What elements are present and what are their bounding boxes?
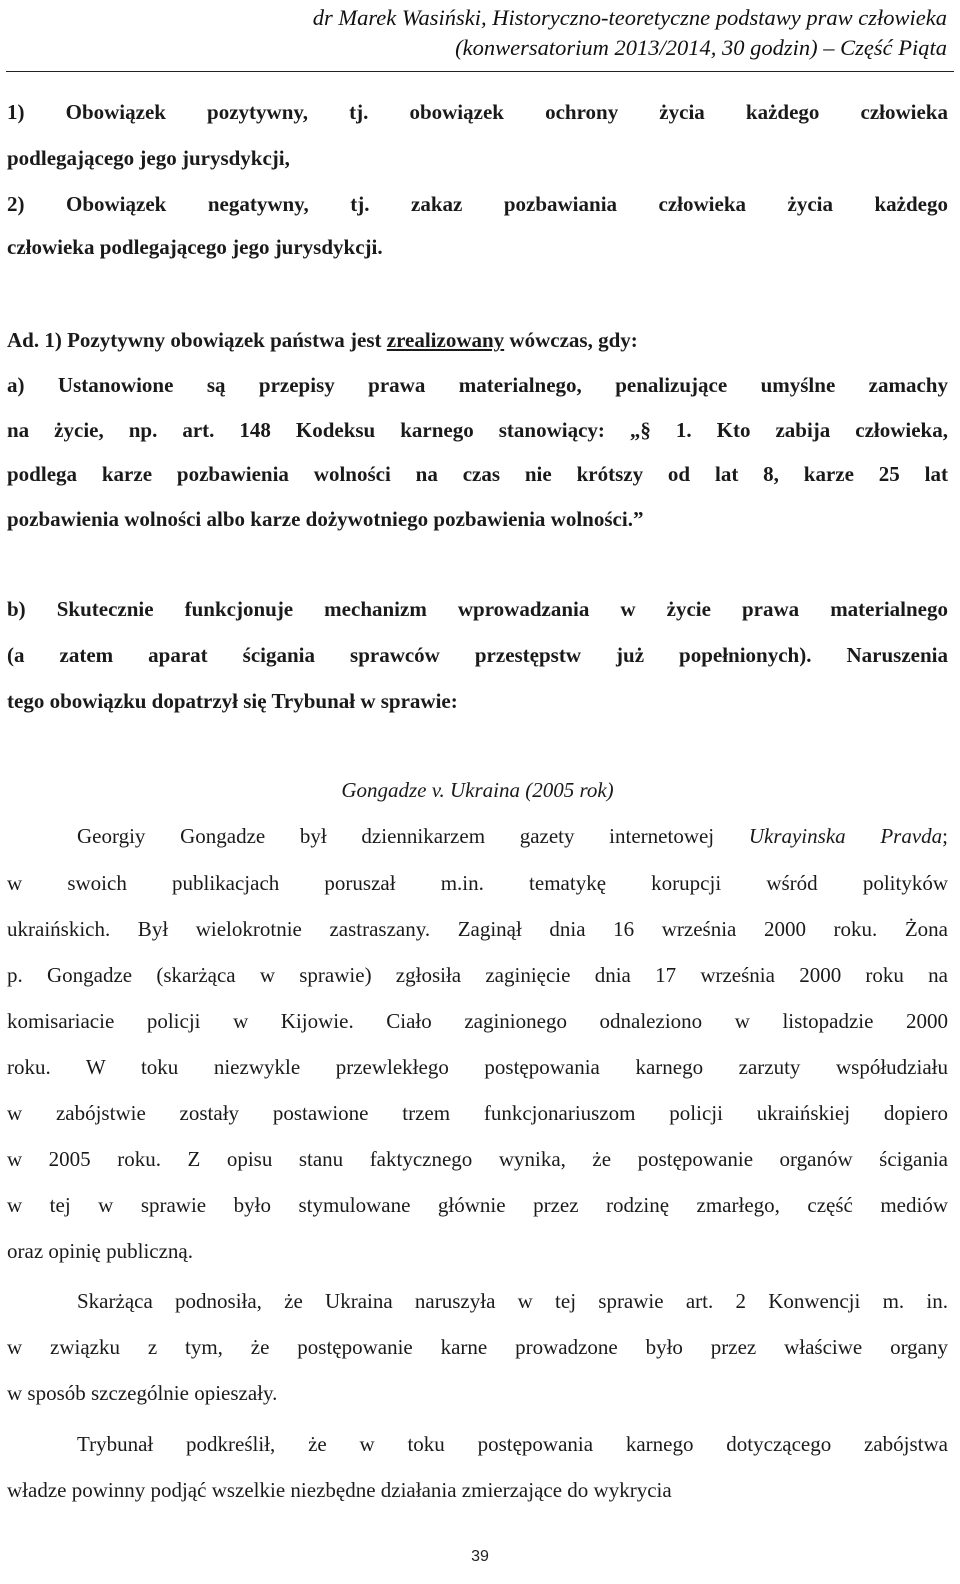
point-a-line1: a) Ustanowione są przepisy prawa materialnego, penalizujące umyślne zamachy: [7, 373, 948, 397]
page-header: [0, 0, 960, 78]
case-p1-line-5: komisariacie policji w Kijowie. Ciało zaginionego odnaleziono w listopadzie 2000: [7, 1009, 948, 1033]
journalist-intro-end: ;: [942, 824, 948, 848]
point-a-line2-post: Kto zabija człowieka,: [691, 418, 948, 442]
ad1-heading-post: wówczas, gdy:: [504, 328, 638, 352]
case-p1-line-8: w 2005 roku. Z opisu stanu faktycznego wynika, że postępowanie organów ścigania: [7, 1147, 948, 1171]
case-p3-line-2: władze powinny podjąć wszelkie niezbędne działania zmierzające do wykrycia: [7, 1478, 672, 1502]
journalist-intro: Georgiy Gongadze był dziennikarzem gazety internetowej: [77, 824, 749, 848]
point-a-line2-pre: na życie, np. art. 148 Kodeksu karnego stanowiący: „: [7, 418, 641, 442]
duty-negative-line2: człowieka podlegającego jego jurysdykcji.: [7, 235, 383, 259]
case-p3-line-1: Trybunał podkreślił, że w toku postępowania karnego dotyczącego zabójstwa: [77, 1432, 948, 1456]
ad1-heading: [7, 325, 948, 355]
case-p1-line-2: w swoich publikacjach poruszał m.in. tematykę korupcji wśród polityków: [7, 871, 948, 895]
case-p2-line-1: Skarżąca podnosiła, że Ukraina naruszyła w tej sprawie art. 2 Konwencji m. in.: [77, 1289, 948, 1313]
point-a-line3: podlega karze pozbawienia wolności na czas nie krótszy od lat 8, karze 25 lat: [7, 462, 948, 486]
page-number: 39: [471, 1548, 489, 1565]
newspaper-name: Ukrayinska Pravda: [748, 824, 943, 848]
case-p1-line-4: p. Gongadze (skarżąca w sprawie) zgłosiła zaginięcie dnia 17 września 2000 roku na: [7, 963, 948, 987]
duty-positive-line1: 1) Obowiązek pozytywny, tj. obowiązek ochrony życia każdego człowieka: [7, 100, 948, 124]
case-p1-line-1: [77, 821, 948, 851]
case-p2-line-2: w związku z tym, że postępowanie karne prowadzone było przez właściwe organy: [7, 1335, 948, 1359]
case-p1-line-6: roku. W toku niezwykle przewlekłego postępowania karnego zarzuty współudziału: [7, 1055, 948, 1079]
case-p1-line-7: w zabójstwie zostały postawione trzem funkcjonariuszom policji ukraińskiej dopiero: [7, 1101, 948, 1125]
case-p2-line-3: w sposób szczególnie opieszały.: [7, 1381, 278, 1405]
ad1-heading-pre: Ad. 1) Pozytywny obowiązek państwa jest: [7, 328, 387, 352]
case-p1-line-10: oraz opinię publiczną.: [7, 1239, 194, 1263]
case-title: Gongadze v. Ukraina (2005 rok): [341, 778, 614, 802]
duty-negative-line1: 2) Obowiązek negatywny, tj. zakaz pozbawiania człowieka życia każdego: [7, 192, 948, 216]
point-b-line1: b) Skutecznie funkcjonuje mechanizm wprowadzania w życie prawa materialnego: [7, 597, 948, 621]
point-a-line4: pozbawienia wolności albo karze dożywotniego pozbawienia wolności.”: [7, 507, 644, 531]
point-a-line2-section: § 1.: [640, 418, 692, 442]
header-divider: [6, 71, 954, 72]
point-b-line2: (a zatem aparat ścigania sprawców przestępstw już popełnionych). Naruszenia: [7, 643, 948, 667]
ad1-heading-underlined: zrealizowany: [386, 328, 505, 352]
header-course-info: (konwersatorium 2013/2014, 30 godzin) – Część Piąta: [455, 35, 947, 60]
case-p1-line-3: ukraińskich. Był wielokrotnie zastraszany. Zaginął dnia 16 września 2000 roku. Żona: [7, 917, 948, 941]
point-a-line2: [7, 415, 948, 445]
case-p1-line-9: w tej w sprawie było stymulowane głównie przez rodzinę zmarłego, część mediów: [7, 1193, 948, 1217]
duty-positive-line2: podlegającego jego jurysdykcji,: [7, 146, 290, 170]
point-b-line3: tego obowiązku dopatrzył się Trybunał w sprawie:: [7, 689, 458, 713]
header-author-title: dr Marek Wasiński, Historyczno-teoretyczne podstawy praw człowieka: [312, 5, 947, 30]
